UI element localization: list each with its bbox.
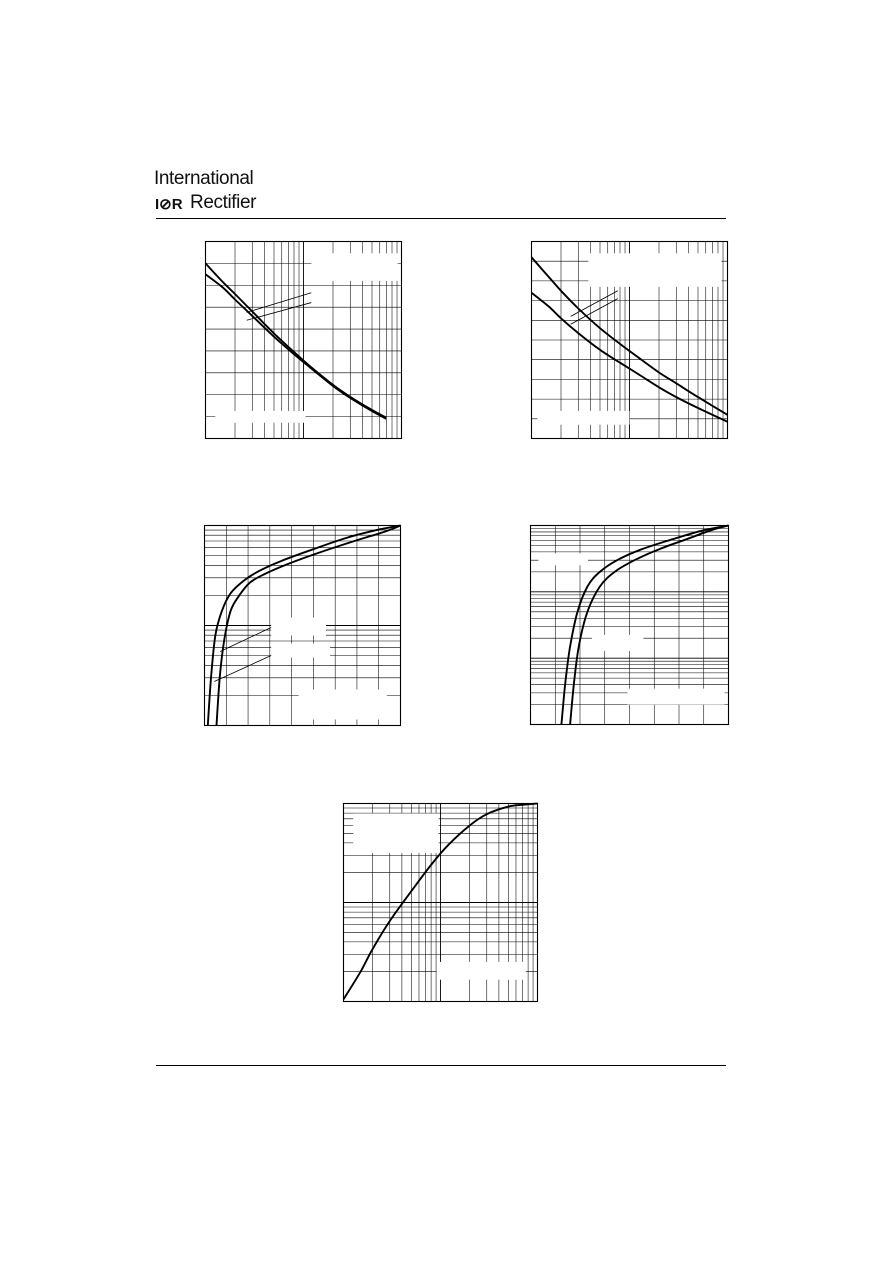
- legend-box: [592, 635, 643, 651]
- chart-plot-area: [531, 526, 729, 725]
- chart-plot-area: [532, 242, 728, 439]
- annotation-leader-line: [247, 293, 312, 313]
- chart-3: [204, 525, 401, 726]
- chart-4: [530, 525, 729, 725]
- chart-plot-area: [206, 242, 402, 439]
- company-name-line2: [154, 192, 256, 214]
- legend-box: [353, 813, 438, 853]
- legend-box: [215, 411, 305, 423]
- footer-rule: [156, 1065, 726, 1066]
- chart-plot-area: [205, 526, 401, 726]
- company-name-rectifier: Rectifier: [190, 192, 257, 213]
- chart-2: [531, 241, 728, 439]
- legend-box: [299, 690, 387, 720]
- legend-box: [628, 689, 725, 705]
- legend-box: [437, 962, 526, 980]
- chart-1: [205, 241, 402, 439]
- series-line-2: [206, 274, 387, 419]
- chart-plot-area: [344, 804, 538, 1002]
- ir-logo-mark-text: I⊘R: [155, 196, 183, 213]
- legend-box: [311, 253, 397, 281]
- annotation-leader-line: [247, 303, 312, 321]
- legend-box: [271, 618, 326, 636]
- chart-5: [343, 803, 538, 1002]
- company-name-line1: International: [154, 168, 254, 189]
- annotation-leader-line: [571, 291, 618, 317]
- ir-logo-icon: [154, 192, 188, 214]
- header-rule: [156, 218, 726, 219]
- company-logo: [154, 168, 274, 216]
- legend-box: [537, 411, 629, 425]
- legend-box: [271, 644, 330, 658]
- legend-box: [538, 553, 588, 565]
- legend-box: [588, 253, 721, 286]
